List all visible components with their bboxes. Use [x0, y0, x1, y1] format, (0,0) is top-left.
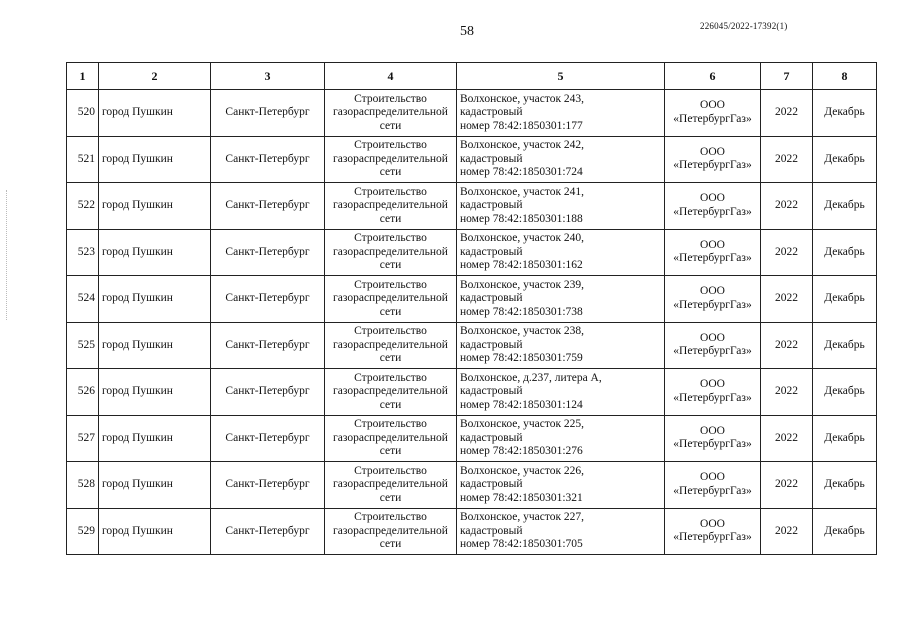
- work-line: сети: [379, 398, 402, 411]
- month-cell: Декабрь: [813, 322, 877, 369]
- work-line: сети: [379, 352, 402, 364]
- year-cell: 2022: [761, 276, 813, 323]
- address-line: Волхонское, участок 242,: [460, 139, 585, 151]
- place-cell: город Пушкин: [99, 90, 211, 137]
- address-line: Волхонское, участок 225,: [460, 418, 585, 430]
- table-row: [67, 369, 877, 416]
- work-line: Строительство: [354, 232, 427, 244]
- address-line: Волхонское, участок 226,: [460, 464, 585, 477]
- place-cell: город Пушкин: [99, 322, 211, 369]
- work-cell: [325, 369, 457, 416]
- address-line: номер 78:42:1850301:759: [460, 352, 583, 364]
- work-line: Строительство: [354, 464, 427, 477]
- table-row: [67, 276, 877, 323]
- organization-line: ООО: [700, 378, 725, 391]
- work-line: газораспределительной: [333, 431, 448, 444]
- address-cell: [457, 90, 665, 137]
- address-line: номер 78:42:1850301:162: [460, 259, 583, 271]
- row-number: 524: [67, 276, 99, 323]
- organization-line: «ПетербургГаз»: [673, 205, 752, 218]
- row-number: 526: [67, 369, 99, 416]
- organization-line: «ПетербургГаз»: [673, 484, 752, 497]
- work-line: газораспределительной: [333, 338, 448, 351]
- city-cell: Санкт-Петербург: [211, 322, 325, 369]
- row-number: 522: [67, 183, 99, 230]
- year-cell: 2022: [761, 322, 813, 369]
- address-line: кадастровый: [460, 524, 523, 537]
- city-cell: Санкт-Петербург: [211, 183, 325, 230]
- row-number: 529: [67, 508, 99, 555]
- document-id: 226045/2022-17392(1): [700, 21, 788, 31]
- registry-table: [66, 62, 877, 555]
- work-cell: [325, 90, 457, 137]
- column-header: 2: [99, 63, 211, 90]
- address-line: номер 78:42:1850301:738: [460, 305, 583, 318]
- month-cell: Декабрь: [813, 276, 877, 323]
- organization-cell: [665, 136, 761, 183]
- work-line: газораспределительной: [333, 478, 448, 490]
- address-cell: [457, 462, 665, 509]
- month-cell: Декабрь: [813, 229, 877, 276]
- address-line: кадастровый: [460, 106, 523, 118]
- address-cell: [457, 508, 665, 555]
- year-cell: 2022: [761, 462, 813, 509]
- table-row: [67, 90, 877, 137]
- organization-line: ООО: [700, 331, 725, 344]
- organization-line: «ПетербургГаз»: [673, 438, 752, 451]
- row-number: 520: [67, 90, 99, 137]
- organization-cell: [665, 183, 761, 230]
- organization-line: ООО: [700, 471, 725, 484]
- address-line: кадастровый: [460, 478, 523, 490]
- organization-line: «ПетербургГаз»: [673, 345, 752, 358]
- organization-line: «ПетербургГаз»: [673, 112, 752, 125]
- work-line: Строительство: [354, 325, 427, 337]
- table-row: [67, 322, 877, 369]
- organization-line: ООО: [700, 145, 725, 158]
- table-row: [67, 462, 877, 509]
- organization-line: «ПетербургГаз»: [673, 391, 752, 404]
- organization-line: ООО: [700, 192, 725, 205]
- work-cell: [325, 183, 457, 230]
- column-header: 5: [457, 63, 665, 90]
- row-number: 528: [67, 462, 99, 509]
- organization-line: ООО: [700, 424, 725, 437]
- year-cell: 2022: [761, 508, 813, 555]
- organization-line: ООО: [700, 99, 725, 112]
- row-number: 523: [67, 229, 99, 276]
- work-line: газораспределительной: [333, 385, 448, 397]
- organization-cell: [665, 369, 761, 416]
- address-line: номер 78:42:1850301:177: [460, 119, 583, 132]
- table-row: [67, 415, 877, 462]
- work-line: сети: [379, 445, 402, 457]
- work-line: сети: [379, 538, 402, 550]
- city-cell: Санкт-Петербург: [211, 90, 325, 137]
- work-cell: [325, 276, 457, 323]
- address-cell: [457, 229, 665, 276]
- address-line: номер 78:42:1850301:321: [460, 491, 583, 504]
- month-cell: Декабрь: [813, 462, 877, 509]
- work-line: газораспределительной: [333, 199, 448, 211]
- work-line: сети: [379, 305, 402, 318]
- table-row: [67, 136, 877, 183]
- work-cell: [325, 229, 457, 276]
- month-cell: Декабрь: [813, 183, 877, 230]
- place-cell: город Пушкин: [99, 136, 211, 183]
- address-line: кадастровый: [460, 292, 523, 304]
- column-header: 7: [761, 63, 813, 90]
- work-cell: [325, 136, 457, 183]
- address-line: номер 78:42:1850301:276: [460, 445, 583, 457]
- city-cell: Санкт-Петербург: [211, 462, 325, 509]
- column-header: 4: [325, 63, 457, 90]
- address-line: Волхонское, участок 238,: [460, 325, 585, 337]
- year-cell: 2022: [761, 90, 813, 137]
- address-cell: [457, 369, 665, 416]
- year-cell: 2022: [761, 415, 813, 462]
- month-cell: Декабрь: [813, 508, 877, 555]
- work-cell: [325, 508, 457, 555]
- address-cell: [457, 183, 665, 230]
- table-row: [67, 508, 877, 555]
- work-line: сети: [379, 166, 402, 178]
- work-line: сети: [379, 212, 402, 225]
- organization-cell: [665, 415, 761, 462]
- month-cell: Декабрь: [813, 136, 877, 183]
- organization-cell: [665, 462, 761, 509]
- organization-cell: [665, 322, 761, 369]
- table-row: [67, 229, 877, 276]
- place-cell: город Пушкин: [99, 183, 211, 230]
- year-cell: 2022: [761, 369, 813, 416]
- organization-cell: [665, 229, 761, 276]
- address-cell: [457, 415, 665, 462]
- address-cell: [457, 322, 665, 369]
- work-cell: [325, 415, 457, 462]
- place-cell: город Пушкин: [99, 508, 211, 555]
- table-body: [67, 90, 877, 555]
- work-line: газораспределительной: [333, 106, 448, 118]
- table-row: [67, 183, 877, 230]
- city-cell: Санкт-Петербург: [211, 415, 325, 462]
- organization-line: «ПетербургГаз»: [673, 159, 752, 172]
- address-line: Волхонское, д.237, литера А,: [460, 371, 602, 384]
- place-cell: город Пушкин: [99, 276, 211, 323]
- place-cell: город Пушкин: [99, 369, 211, 416]
- address-line: Волхонское, участок 239,: [460, 278, 585, 291]
- address-line: Волхонское, участок 240,: [460, 232, 585, 244]
- address-line: номер 78:42:1850301:705: [460, 538, 583, 550]
- address-line: кадастровый: [460, 431, 523, 444]
- organization-line: «ПетербургГаз»: [673, 531, 752, 544]
- work-cell: [325, 322, 457, 369]
- work-line: Строительство: [354, 371, 427, 384]
- row-number: 527: [67, 415, 99, 462]
- address-line: Волхонское, участок 227,: [460, 511, 585, 523]
- year-cell: 2022: [761, 136, 813, 183]
- row-number: 525: [67, 322, 99, 369]
- city-cell: Санкт-Петербург: [211, 369, 325, 416]
- address-line: кадастровый: [460, 245, 523, 258]
- work-line: сети: [379, 119, 402, 132]
- column-header: 6: [665, 63, 761, 90]
- year-cell: 2022: [761, 183, 813, 230]
- address-line: кадастровый: [460, 385, 523, 397]
- city-cell: Санкт-Петербург: [211, 229, 325, 276]
- month-cell: Декабрь: [813, 369, 877, 416]
- work-line: газораспределительной: [333, 152, 448, 165]
- city-cell: Санкт-Петербург: [211, 508, 325, 555]
- page-number: 58: [460, 24, 474, 39]
- city-cell: Санкт-Петербург: [211, 136, 325, 183]
- work-line: Строительство: [354, 418, 427, 430]
- header-row: [67, 63, 877, 90]
- work-line: газораспределительной: [333, 292, 448, 304]
- organization-line: ООО: [700, 285, 725, 298]
- address-line: Волхонское, участок 243,: [460, 92, 585, 105]
- organization-line: «ПетербургГаз»: [673, 252, 752, 265]
- organization-cell: [665, 508, 761, 555]
- work-line: Строительство: [354, 92, 427, 105]
- organization-line: «ПетербургГаз»: [673, 298, 752, 311]
- work-line: сети: [379, 491, 402, 504]
- place-cell: город Пушкин: [99, 462, 211, 509]
- work-cell: [325, 462, 457, 509]
- city-cell: Санкт-Петербург: [211, 276, 325, 323]
- address-line: Волхонское, участок 241,: [460, 185, 585, 198]
- work-line: Строительство: [354, 139, 427, 151]
- month-cell: Декабрь: [813, 415, 877, 462]
- work-line: газораспределительной: [333, 245, 448, 258]
- address-cell: [457, 136, 665, 183]
- address-cell: [457, 276, 665, 323]
- margin-marks: [6, 190, 9, 320]
- place-cell: город Пушкин: [99, 415, 211, 462]
- work-line: Строительство: [354, 185, 427, 198]
- column-header: 8: [813, 63, 877, 90]
- work-line: Строительство: [354, 278, 427, 291]
- column-header: 3: [211, 63, 325, 90]
- organization-line: ООО: [700, 517, 725, 530]
- work-line: Строительство: [354, 511, 427, 523]
- organization-cell: [665, 90, 761, 137]
- work-line: газораспределительной: [333, 524, 448, 537]
- address-line: номер 78:42:1850301:124: [460, 398, 583, 411]
- row-number: 521: [67, 136, 99, 183]
- month-cell: Декабрь: [813, 90, 877, 137]
- address-line: номер 78:42:1850301:724: [460, 166, 583, 178]
- work-line: сети: [379, 259, 402, 271]
- organization-line: ООО: [700, 238, 725, 251]
- year-cell: 2022: [761, 229, 813, 276]
- address-line: номер 78:42:1850301:188: [460, 212, 583, 225]
- address-line: кадастровый: [460, 338, 523, 351]
- organization-cell: [665, 276, 761, 323]
- address-line: кадастровый: [460, 199, 523, 211]
- place-cell: город Пушкин: [99, 229, 211, 276]
- column-header: 1: [67, 63, 99, 90]
- address-line: кадастровый: [460, 152, 523, 165]
